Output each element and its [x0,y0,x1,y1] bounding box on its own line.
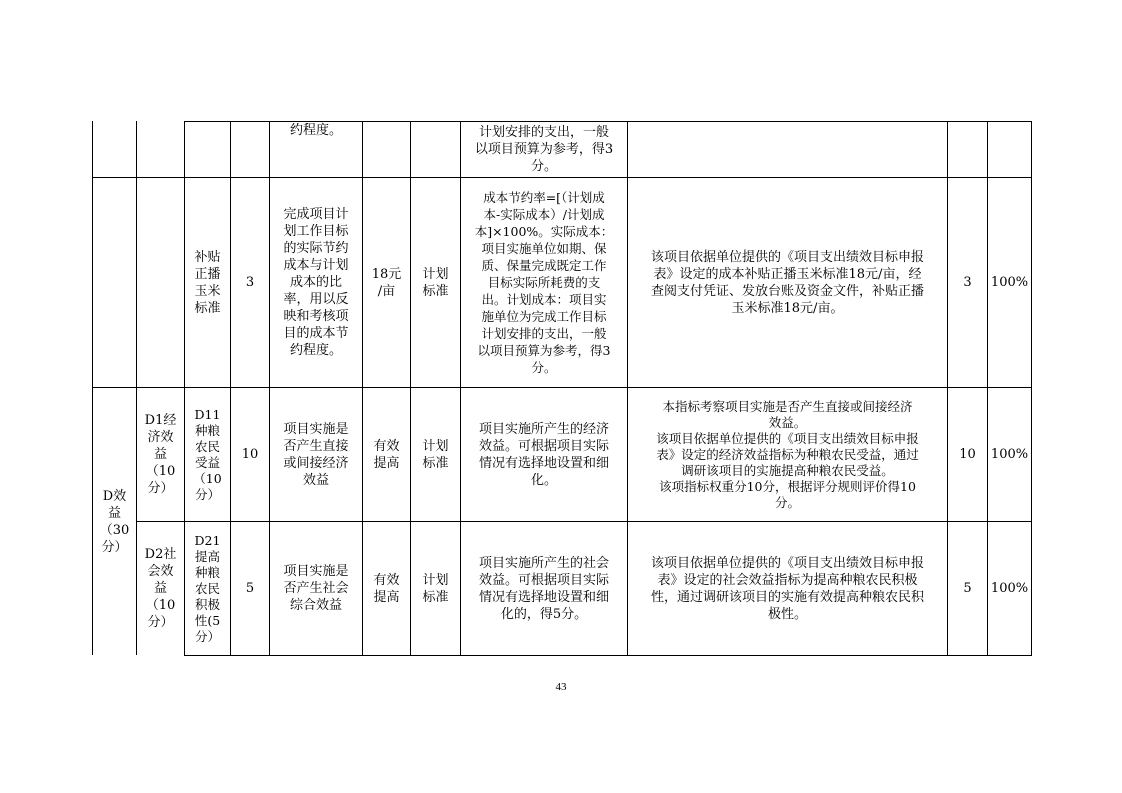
rule-cell: 项目实施所产生的社会 效益。可根据项目实际 情况有选择地设置和细 化的，得5分。 [478,555,609,622]
weight-cell: 5 [245,581,255,596]
indicator-cell: 补贴 正播 玉米 标准 [194,249,221,316]
hline [184,655,1032,656]
source-cell [411,122,460,177]
basis-cell: 完成项目计 划工作目标 的实际节约 成本与计划 成本的比 率，用以反 映和考核项 目的成本节 约程度。 [283,207,349,358]
score-cell: 3 [963,275,972,290]
indicator-cell: D11 种粮 农民 受益 （10 分） [193,406,222,502]
indicator-cell: D21 提高 种粮 农民 积极 性(5 分） [194,532,221,644]
target-cell: 18元 /亩 [371,266,402,299]
rate-cell: 100% [990,447,1029,462]
page-number: 43 [555,681,567,693]
indicator-cell [185,122,230,177]
evaluation-cell: 该项目依据单位提供的《项目支出绩效目标申报 表》设定的成本补贴正播玉米标准18元/亩，经 查阅支付凭证、发放台账及资金文件，补贴正播 玉米标准18元/亩。 [650,249,924,316]
rule-cell: 计划安排的支出，一般 以项目预算为参考，得3 分。 [474,125,614,174]
rate-cell [988,122,1031,177]
evaluation-cell: 本指标考察项目实施是否产生直接或间接经济 效益。 该项目依据单位提供的《项目支出绩效目标申报 表》设定的经济效益指标为种粮农民受益，通过 调研该项目的实施提高种粮农民受益。 该项指标权重分10分，根据评分规则评价得10 分。 [656,398,919,510]
level2-category-cell: D2社 会效 益 （10 分） [144,547,177,630]
source-cell: 计划 标准 [422,572,449,605]
score-cell: 10 [959,447,976,462]
rule-cell: 成本节约率=[（计划成 本-实际成本）/计划成 本]×100%。实际成本： 项目实施单位如期、保 质、保量完成既定工作 目标实际所耗费的支 出。计划成本：项目实 施单位为完成工作目标 计划安排的支出，一般 以项目预算为参考，得3 分。 [474,190,614,375]
weight-cell: 3 [245,275,255,290]
weight-cell: 10 [241,447,259,462]
source-cell: 计划 标准 [422,438,449,471]
score-cell [948,122,987,177]
vline [1031,121,1032,655]
source-cell: 计划 标准 [422,266,449,299]
rule-cell: 项目实施所产生的经济 效益。可根据项目实际 情况有选择地设置和细 化。 [478,421,609,488]
basis-cell: 项目实施是 否产生直接 或间接经济 效益 [283,421,349,488]
level1-category-cell: D效 益 （30 分） [99,488,130,555]
rate-cell: 100% [990,275,1029,290]
basis-cell: 约程度。 [289,123,342,138]
target-cell: 有效 提高 [373,572,400,605]
target-cell [363,122,410,177]
evaluation-cell [628,122,947,177]
rate-cell: 100% [990,581,1029,596]
level2-category-cell: D1经 济效 益 （10 分） [144,413,177,496]
target-cell: 有效 提高 [373,438,400,471]
score-cell: 5 [963,581,972,596]
weight-cell [231,122,269,177]
basis-cell: 项目实施是 否产生社会 综合效益 [283,564,349,613]
evaluation-cell: 该项目依据单位提供的《项目支出绩效目标申报 表》设定的社会效益指标为提高种粮农民积极 性，通过调研该项目的实施有效提高种粮农民积 极性。 [650,555,924,622]
